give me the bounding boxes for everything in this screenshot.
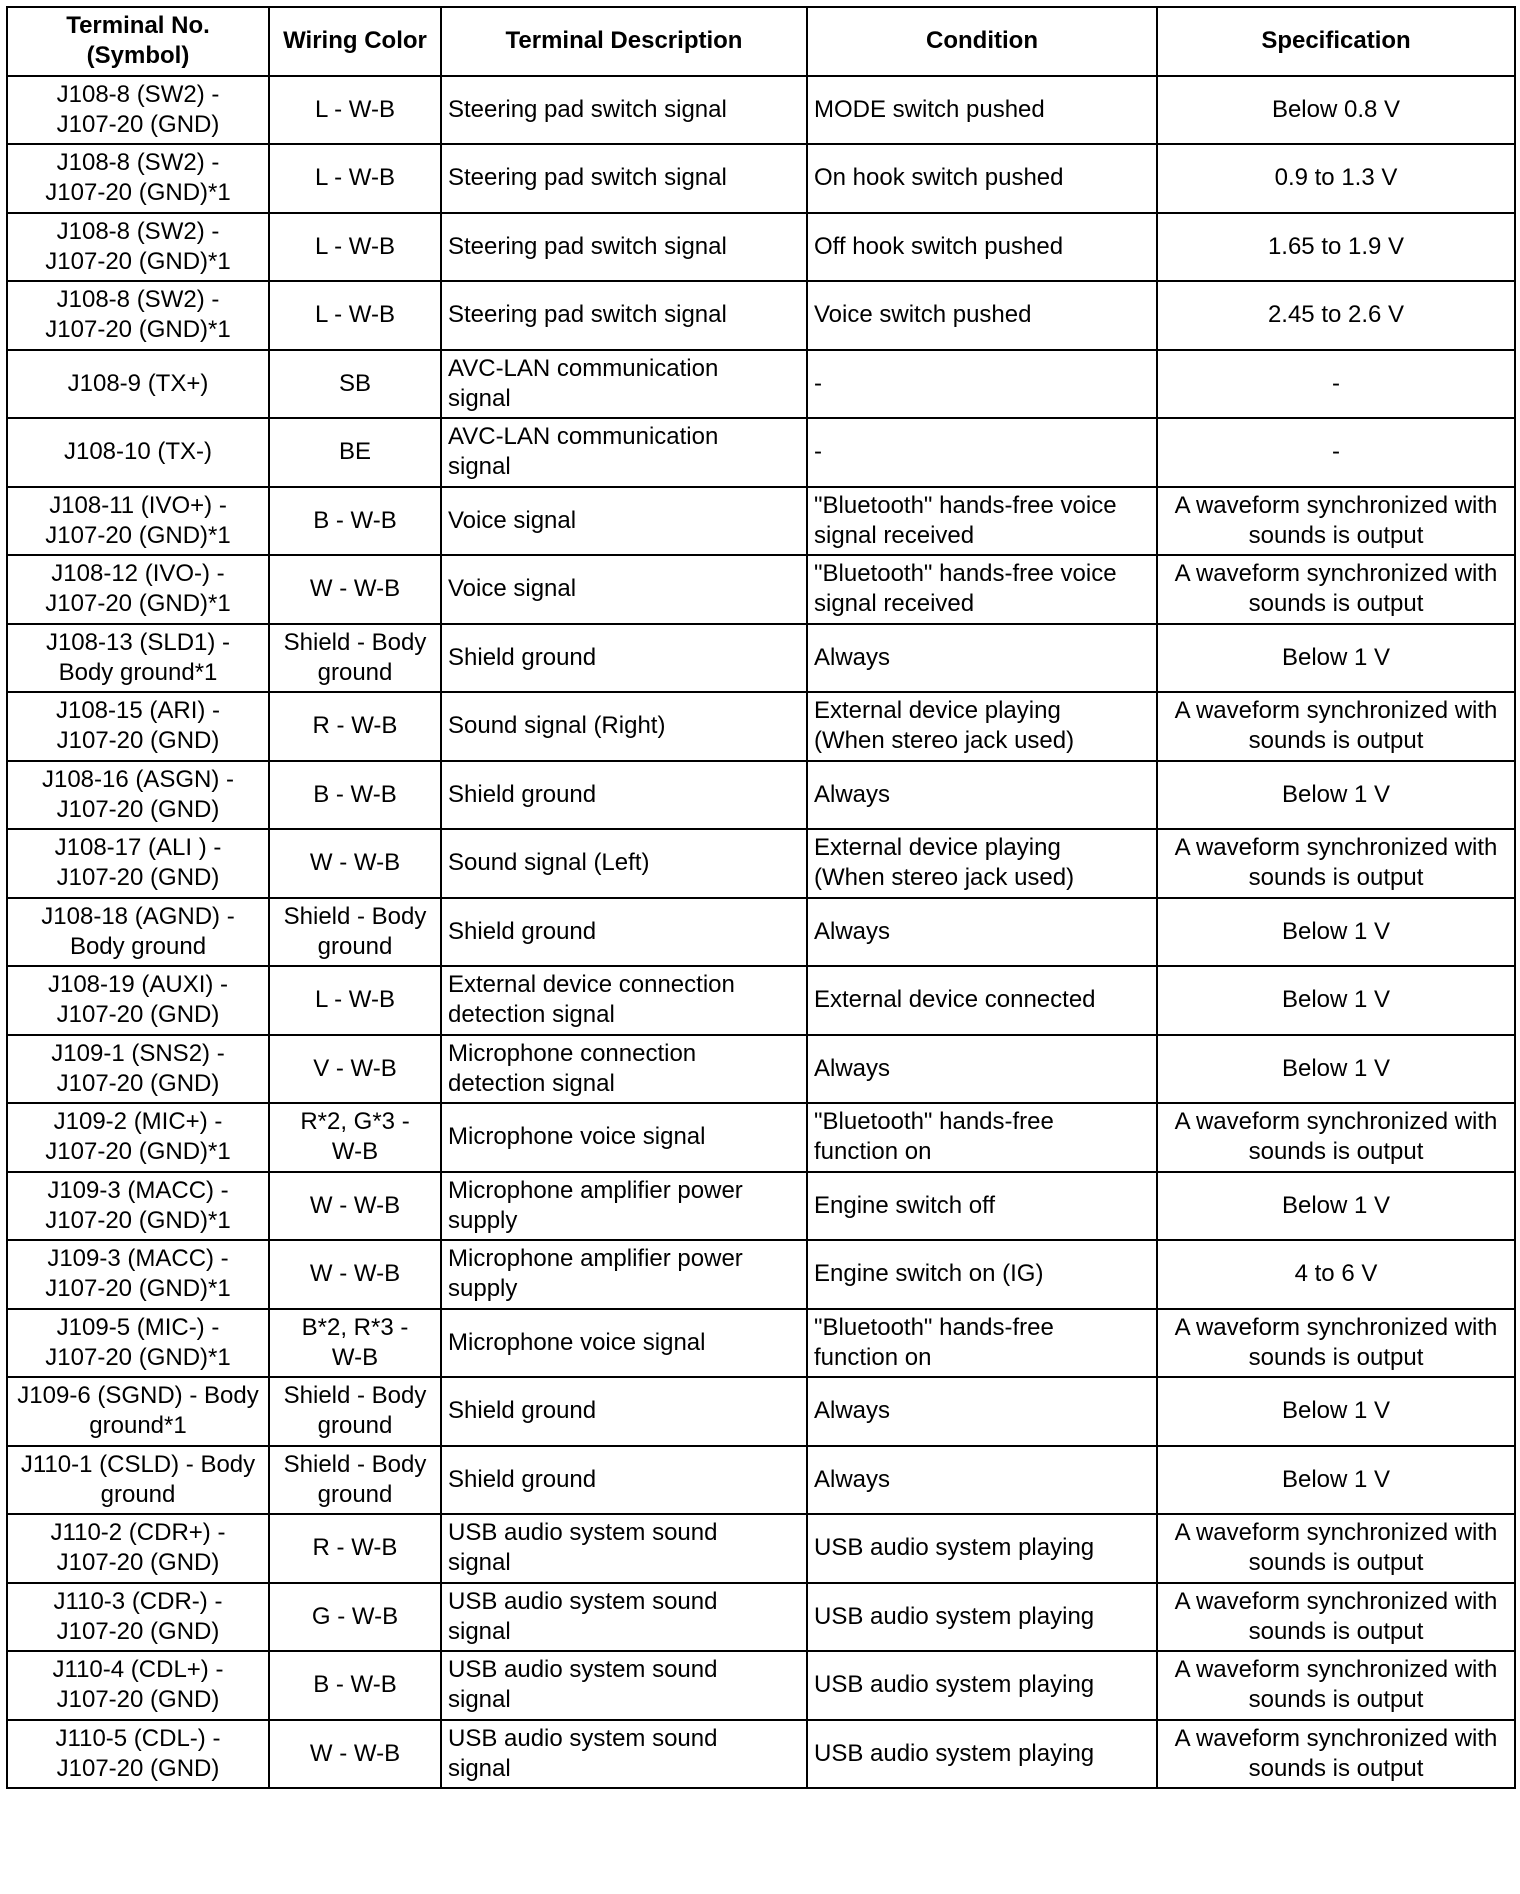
table-row xyxy=(7,1651,1515,1720)
cell-wiring-color-text: B*2, R*3 - W-B xyxy=(301,1313,409,1371)
table-body xyxy=(7,76,1515,1789)
cell-condition xyxy=(807,1172,1157,1241)
cell-specification xyxy=(1157,1651,1515,1720)
cell-specification xyxy=(1157,1377,1515,1446)
cell-specification-text: A waveform synchronized with sounds is output xyxy=(1174,697,1498,755)
cell-condition xyxy=(807,692,1157,761)
cell-terminal-description xyxy=(441,144,807,213)
cell-terminal-text: J108-16 (ASGN) - J107-20 (GND) xyxy=(41,765,235,823)
cell-specification xyxy=(1157,966,1515,1035)
cell-terminal xyxy=(7,487,269,556)
cell-terminal-description xyxy=(441,418,807,487)
cell-terminal-description-text: Sound signal (Right) xyxy=(448,712,666,740)
cell-specification xyxy=(1157,1446,1515,1515)
table-row xyxy=(7,898,1515,967)
cell-terminal-description-text: Voice signal xyxy=(448,575,577,603)
table-row xyxy=(7,761,1515,830)
cell-specification-text: Below 1 V xyxy=(1281,1465,1391,1493)
cell-condition xyxy=(807,144,1157,213)
cell-terminal-description-text: Shield ground xyxy=(448,917,597,945)
cell-terminal-description-text: Shield ground xyxy=(448,1397,597,1425)
cell-specification-text: 0.9 to 1.3 V xyxy=(1274,164,1398,192)
cell-condition xyxy=(807,1446,1157,1515)
cell-wiring-color xyxy=(269,350,441,419)
cell-wiring-color-text: W - W-B xyxy=(309,849,401,877)
cell-terminal-text: J110-5 (CDL-) - J107-20 (GND) xyxy=(55,1724,221,1782)
cell-condition-text: USB audio system playing xyxy=(814,1534,1095,1562)
cell-terminal xyxy=(7,692,269,761)
cell-condition xyxy=(807,487,1157,556)
cell-wiring-color-text: Shield - Body ground xyxy=(283,628,427,686)
cell-wiring-color xyxy=(269,829,441,898)
cell-wiring-color-text: L - W-B xyxy=(314,301,395,329)
cell-specification-text: 2.45 to 2.6 V xyxy=(1267,301,1405,329)
cell-specification xyxy=(1157,1035,1515,1104)
cell-terminal xyxy=(7,350,269,419)
cell-specification xyxy=(1157,350,1515,419)
cell-terminal-description xyxy=(441,555,807,624)
cell-terminal-description-text: Steering pad switch signal xyxy=(448,95,727,123)
cell-wiring-color-text: L - W-B xyxy=(314,164,395,192)
table-row xyxy=(7,487,1515,556)
cell-condition-text: Off hook switch pushed xyxy=(814,232,1064,260)
cell-terminal-description xyxy=(441,829,807,898)
table-row xyxy=(7,213,1515,282)
cell-wiring-color-text: L - W-B xyxy=(314,986,395,1014)
cell-terminal-description xyxy=(441,692,807,761)
cell-wiring-color-text: V - W-B xyxy=(313,1054,397,1082)
cell-specification xyxy=(1157,418,1515,487)
cell-specification-text: A waveform synchronized with sounds is output xyxy=(1174,560,1498,618)
cell-terminal-text: J108-8 (SW2) - J107-20 (GND)*1 xyxy=(45,217,231,275)
cell-specification xyxy=(1157,1103,1515,1172)
header-condition: Condition xyxy=(807,7,1157,76)
table-row xyxy=(7,1720,1515,1789)
cell-wiring-color-text: B - W-B xyxy=(313,1671,397,1699)
cell-terminal xyxy=(7,1514,269,1583)
cell-wiring-color xyxy=(269,76,441,145)
cell-wiring-color-text: G - W-B xyxy=(311,1602,399,1630)
cell-condition-text: MODE switch pushed xyxy=(814,95,1045,123)
cell-terminal-text: J108-9 (TX+) xyxy=(67,369,209,397)
cell-terminal xyxy=(7,1720,269,1789)
table-row xyxy=(7,1583,1515,1652)
cell-terminal-text: J108-19 (AUXI) - J107-20 (GND) xyxy=(47,971,229,1029)
cell-specification xyxy=(1157,761,1515,830)
cell-specification-text: Below 1 V xyxy=(1281,986,1391,1014)
cell-specification xyxy=(1157,76,1515,145)
cell-terminal-description-text: USB audio system sound signal xyxy=(448,1724,718,1782)
cell-condition xyxy=(807,555,1157,624)
cell-wiring-color xyxy=(269,761,441,830)
cell-wiring-color xyxy=(269,692,441,761)
cell-wiring-color xyxy=(269,144,441,213)
cell-specification-text: Below 1 V xyxy=(1281,1191,1391,1219)
cell-condition xyxy=(807,76,1157,145)
cell-terminal-description-text: Voice signal xyxy=(448,506,577,534)
table-row xyxy=(7,418,1515,487)
cell-condition xyxy=(807,761,1157,830)
cell-terminal-description-text: Microphone amplifier power supply xyxy=(448,1176,743,1234)
cell-terminal-description-text: AVC-LAN communication signal xyxy=(448,354,719,412)
cell-terminal-text: J109-5 (MIC-) - J107-20 (GND)*1 xyxy=(45,1313,231,1371)
table-row xyxy=(7,966,1515,1035)
cell-terminal xyxy=(7,829,269,898)
cell-wiring-color xyxy=(269,1172,441,1241)
cell-condition-text: Always xyxy=(814,917,891,945)
header-specification: Specification xyxy=(1157,7,1515,76)
cell-terminal-description-text: Shield ground xyxy=(448,1465,597,1493)
table-row xyxy=(7,76,1515,145)
cell-condition xyxy=(807,213,1157,282)
cell-terminal-description xyxy=(441,624,807,693)
cell-wiring-color xyxy=(269,1377,441,1446)
cell-specification-text: 1.65 to 1.9 V xyxy=(1267,232,1405,260)
table-row xyxy=(7,1377,1515,1446)
cell-wiring-color-text: R*2, G*3 - W-B xyxy=(300,1108,410,1166)
cell-wiring-color xyxy=(269,1720,441,1789)
cell-terminal xyxy=(7,1651,269,1720)
cell-condition-text: On hook switch pushed xyxy=(814,164,1064,192)
cell-terminal xyxy=(7,281,269,350)
cell-specification xyxy=(1157,487,1515,556)
cell-condition xyxy=(807,281,1157,350)
cell-terminal-description xyxy=(441,1035,807,1104)
cell-wiring-color-text: R - W-B xyxy=(312,712,398,740)
cell-terminal xyxy=(7,624,269,693)
cell-specification-text: - xyxy=(1332,369,1340,397)
cell-specification xyxy=(1157,829,1515,898)
cell-wiring-color xyxy=(269,1035,441,1104)
cell-wiring-color-text: W - W-B xyxy=(309,1260,401,1288)
cell-wiring-color xyxy=(269,624,441,693)
cell-wiring-color xyxy=(269,1651,441,1720)
cell-wiring-color-text: W - W-B xyxy=(309,1739,401,1767)
cell-terminal-description xyxy=(441,281,807,350)
cell-terminal-description xyxy=(441,1240,807,1309)
cell-condition xyxy=(807,1720,1157,1789)
cell-wiring-color xyxy=(269,281,441,350)
cell-condition-text: - xyxy=(814,369,822,397)
cell-terminal-description-text: Microphone connection detection signal xyxy=(448,1039,697,1097)
cell-terminal-description xyxy=(441,1172,807,1241)
cell-terminal xyxy=(7,213,269,282)
cell-specification xyxy=(1157,1583,1515,1652)
cell-wiring-color-text: B - W-B xyxy=(313,506,397,534)
table-row xyxy=(7,281,1515,350)
cell-terminal-description xyxy=(441,350,807,419)
cell-terminal-description xyxy=(441,487,807,556)
cell-specification-text: A waveform synchronized with sounds is output xyxy=(1174,1519,1498,1577)
cell-terminal-text: J108-17 (ALI ) - J107-20 (GND) xyxy=(54,834,222,892)
terminal-inspection-table xyxy=(6,6,1516,1789)
cell-terminal xyxy=(7,1172,269,1241)
cell-condition xyxy=(807,966,1157,1035)
cell-specification-text: Below 1 V xyxy=(1281,917,1391,945)
cell-condition-text: "Bluetooth" hands-free voice signal received xyxy=(814,491,1117,549)
cell-terminal-description xyxy=(441,213,807,282)
cell-terminal-description xyxy=(441,76,807,145)
cell-condition-text: Always xyxy=(814,1397,891,1425)
cell-specification xyxy=(1157,692,1515,761)
cell-terminal-text: J108-8 (SW2) - J107-20 (GND)*1 xyxy=(45,149,231,207)
header-terminal-description: Terminal Description xyxy=(441,7,807,76)
cell-specification-text: Below 1 V xyxy=(1281,1054,1391,1082)
cell-terminal-description-text: USB audio system sound signal xyxy=(448,1587,718,1645)
cell-specification-text: A waveform synchronized with sounds is output xyxy=(1174,1108,1498,1166)
table-row xyxy=(7,144,1515,213)
cell-wiring-color-text: L - W-B xyxy=(314,232,395,260)
cell-terminal-text: J110-1 (CSLD) - Body ground xyxy=(20,1450,256,1508)
cell-specification xyxy=(1157,1720,1515,1789)
cell-terminal-description xyxy=(441,1720,807,1789)
cell-condition-text: USB audio system playing xyxy=(814,1602,1095,1630)
cell-terminal xyxy=(7,144,269,213)
cell-terminal-text: J108-10 (TX-) xyxy=(63,438,213,466)
cell-wiring-color xyxy=(269,1514,441,1583)
cell-terminal xyxy=(7,1103,269,1172)
cell-condition-text: Engine switch off xyxy=(814,1191,995,1219)
cell-terminal-description xyxy=(441,966,807,1035)
header-wiring-color: Wiring Color xyxy=(269,7,441,76)
cell-terminal xyxy=(7,555,269,624)
cell-wiring-color-text: B - W-B xyxy=(313,780,397,808)
cell-terminal xyxy=(7,761,269,830)
cell-terminal-description xyxy=(441,761,807,830)
cell-condition xyxy=(807,350,1157,419)
table-row xyxy=(7,1172,1515,1241)
cell-condition xyxy=(807,624,1157,693)
cell-terminal-description-text: External device connection detection signal xyxy=(448,971,735,1029)
cell-wiring-color-text: BE xyxy=(338,438,371,466)
cell-terminal-description-text: Steering pad switch signal xyxy=(448,164,727,192)
cell-terminal-text: J108-8 (SW2) - J107-20 (GND)*1 xyxy=(45,286,231,344)
cell-condition-text: "Bluetooth" hands-free function on xyxy=(814,1313,1054,1371)
cell-specification-text: - xyxy=(1332,438,1340,466)
cell-specification-text: A waveform synchronized with sounds is output xyxy=(1174,1724,1498,1782)
cell-specification xyxy=(1157,1240,1515,1309)
cell-specification-text: Below 1 V xyxy=(1281,1397,1391,1425)
cell-specification-text: 4 to 6 V xyxy=(1294,1260,1378,1288)
cell-condition-text: - xyxy=(814,438,822,466)
cell-terminal-text: J108-18 (AGND) - Body ground xyxy=(41,902,235,960)
cell-terminal xyxy=(7,1309,269,1378)
cell-condition xyxy=(807,1240,1157,1309)
cell-wiring-color-text: Shield - Body ground xyxy=(283,902,427,960)
table-row xyxy=(7,1309,1515,1378)
cell-condition-text: External device playing (When stereo jack used) xyxy=(814,834,1075,892)
table-row xyxy=(7,1240,1515,1309)
cell-terminal-description xyxy=(441,1446,807,1515)
cell-terminal-text: J108-13 (SLD1) - Body ground*1 xyxy=(45,628,231,686)
table-row xyxy=(7,1103,1515,1172)
header-terminal: Terminal No. (Symbol) xyxy=(7,7,269,76)
cell-terminal xyxy=(7,1240,269,1309)
cell-condition-text: USB audio system playing xyxy=(814,1671,1095,1699)
cell-condition xyxy=(807,1377,1157,1446)
cell-condition-text: External device connected xyxy=(814,986,1096,1014)
cell-terminal-text: J109-1 (SNS2) - J107-20 (GND) xyxy=(51,1039,225,1097)
cell-condition-text: Always xyxy=(814,1054,891,1082)
cell-wiring-color xyxy=(269,555,441,624)
cell-wiring-color xyxy=(269,418,441,487)
cell-wiring-color xyxy=(269,898,441,967)
cell-wiring-color-text: L - W-B xyxy=(314,95,395,123)
cell-wiring-color xyxy=(269,1583,441,1652)
cell-terminal xyxy=(7,1035,269,1104)
cell-specification xyxy=(1157,281,1515,350)
table-row xyxy=(7,555,1515,624)
cell-terminal-description-text: USB audio system sound signal xyxy=(448,1656,718,1714)
cell-terminal-text: J110-4 (CDL+) - J107-20 (GND) xyxy=(52,1656,224,1714)
table-row xyxy=(7,350,1515,419)
cell-terminal-text: J108-12 (IVO-) - J107-20 (GND)*1 xyxy=(45,560,231,618)
table-row xyxy=(7,692,1515,761)
cell-condition xyxy=(807,829,1157,898)
cell-terminal-text: J108-11 (IVO+) - J107-20 (GND)*1 xyxy=(45,491,231,549)
cell-specification-text: Below 0.8 V xyxy=(1271,95,1401,123)
cell-terminal-text: J109-3 (MACC) - J107-20 (GND)*1 xyxy=(45,1176,231,1234)
cell-condition xyxy=(807,1309,1157,1378)
cell-condition xyxy=(807,1103,1157,1172)
cell-condition-text: External device playing (When stereo jack used) xyxy=(814,697,1075,755)
cell-specification xyxy=(1157,1514,1515,1583)
cell-condition-text: Always xyxy=(814,643,891,671)
cell-condition-text: Always xyxy=(814,780,891,808)
cell-condition-text: Voice switch pushed xyxy=(814,301,1032,329)
cell-wiring-color xyxy=(269,213,441,282)
cell-wiring-color-text: R - W-B xyxy=(312,1534,398,1562)
table-row xyxy=(7,1035,1515,1104)
cell-condition xyxy=(807,1514,1157,1583)
cell-terminal-description xyxy=(441,1583,807,1652)
cell-terminal-text: J109-2 (MIC+) - J107-20 (GND)*1 xyxy=(45,1108,231,1166)
cell-specification xyxy=(1157,213,1515,282)
cell-specification-text: A waveform synchronized with sounds is output xyxy=(1174,834,1498,892)
table-row xyxy=(7,624,1515,693)
cell-terminal xyxy=(7,966,269,1035)
cell-terminal xyxy=(7,1583,269,1652)
cell-terminal xyxy=(7,898,269,967)
table-row xyxy=(7,829,1515,898)
cell-terminal-description xyxy=(441,898,807,967)
cell-terminal-description xyxy=(441,1651,807,1720)
cell-terminal-description-text: Microphone voice signal xyxy=(448,1123,706,1151)
cell-terminal-description-text: Shield ground xyxy=(448,643,597,671)
cell-terminal-description xyxy=(441,1377,807,1446)
cell-terminal xyxy=(7,1446,269,1515)
cell-specification-text: A waveform synchronized with sounds is output xyxy=(1174,1313,1498,1371)
cell-wiring-color xyxy=(269,1240,441,1309)
cell-wiring-color-text: SB xyxy=(338,369,371,397)
cell-condition xyxy=(807,418,1157,487)
cell-specification-text: A waveform synchronized with sounds is output xyxy=(1174,1587,1498,1645)
table-row xyxy=(7,1514,1515,1583)
cell-condition xyxy=(807,898,1157,967)
cell-terminal xyxy=(7,418,269,487)
cell-wiring-color-text: Shield - Body ground xyxy=(283,1450,427,1508)
cell-terminal-description-text: AVC-LAN communication signal xyxy=(448,423,719,481)
cell-wiring-color xyxy=(269,1103,441,1172)
cell-condition-text: Engine switch on (IG) xyxy=(814,1260,1044,1288)
cell-condition-text: USB audio system playing xyxy=(814,1739,1095,1767)
cell-specification xyxy=(1157,898,1515,967)
cell-terminal-text: J108-8 (SW2) - J107-20 (GND) xyxy=(56,80,220,138)
cell-terminal-text: J109-6 (SGND) - Body ground*1 xyxy=(17,1382,259,1440)
cell-terminal xyxy=(7,76,269,145)
table-header-row xyxy=(7,7,1515,76)
cell-terminal-text: J110-2 (CDR+) - J107-20 (GND) xyxy=(50,1519,226,1577)
cell-condition xyxy=(807,1651,1157,1720)
cell-terminal-description-text: Microphone amplifier power supply xyxy=(448,1245,743,1303)
cell-condition xyxy=(807,1583,1157,1652)
cell-terminal-description-text: Steering pad switch signal xyxy=(448,301,727,329)
cell-condition xyxy=(807,1035,1157,1104)
cell-wiring-color-text: Shield - Body ground xyxy=(283,1382,427,1440)
cell-specification-text: A waveform synchronized with sounds is output xyxy=(1174,491,1498,549)
cell-terminal-text: J109-3 (MACC) - J107-20 (GND)*1 xyxy=(45,1245,231,1303)
cell-terminal-description xyxy=(441,1514,807,1583)
cell-terminal-description-text: Shield ground xyxy=(448,780,597,808)
cell-wiring-color xyxy=(269,1446,441,1515)
cell-specification-text: A waveform synchronized with sounds is output xyxy=(1174,1656,1498,1714)
cell-wiring-color xyxy=(269,1309,441,1378)
cell-specification xyxy=(1157,624,1515,693)
cell-wiring-color xyxy=(269,487,441,556)
cell-specification xyxy=(1157,1172,1515,1241)
cell-terminal-text: J110-3 (CDR-) - J107-20 (GND) xyxy=(53,1587,223,1645)
cell-specification xyxy=(1157,555,1515,624)
table-row xyxy=(7,1446,1515,1515)
cell-terminal-description-text: Steering pad switch signal xyxy=(448,232,727,260)
cell-wiring-color-text: W - W-B xyxy=(309,575,401,603)
cell-specification xyxy=(1157,144,1515,213)
cell-condition-text: Always xyxy=(814,1465,891,1493)
cell-wiring-color xyxy=(269,966,441,1035)
cell-terminal-description xyxy=(441,1309,807,1378)
cell-terminal-description-text: USB audio system sound signal xyxy=(448,1519,718,1577)
cell-specification-text: Below 1 V xyxy=(1281,643,1391,671)
cell-terminal-description-text: Sound signal (Left) xyxy=(448,849,650,877)
cell-terminal-description xyxy=(441,1103,807,1172)
cell-specification xyxy=(1157,1309,1515,1378)
cell-terminal-text: J108-15 (ARI) - J107-20 (GND) xyxy=(55,697,221,755)
cell-condition-text: "Bluetooth" hands-free function on xyxy=(814,1108,1054,1166)
cell-wiring-color-text: W - W-B xyxy=(309,1191,401,1219)
cell-terminal xyxy=(7,1377,269,1446)
cell-terminal-description-text: Microphone voice signal xyxy=(448,1328,706,1356)
cell-specification-text: Below 1 V xyxy=(1281,780,1391,808)
cell-condition-text: "Bluetooth" hands-free voice signal received xyxy=(814,560,1117,618)
